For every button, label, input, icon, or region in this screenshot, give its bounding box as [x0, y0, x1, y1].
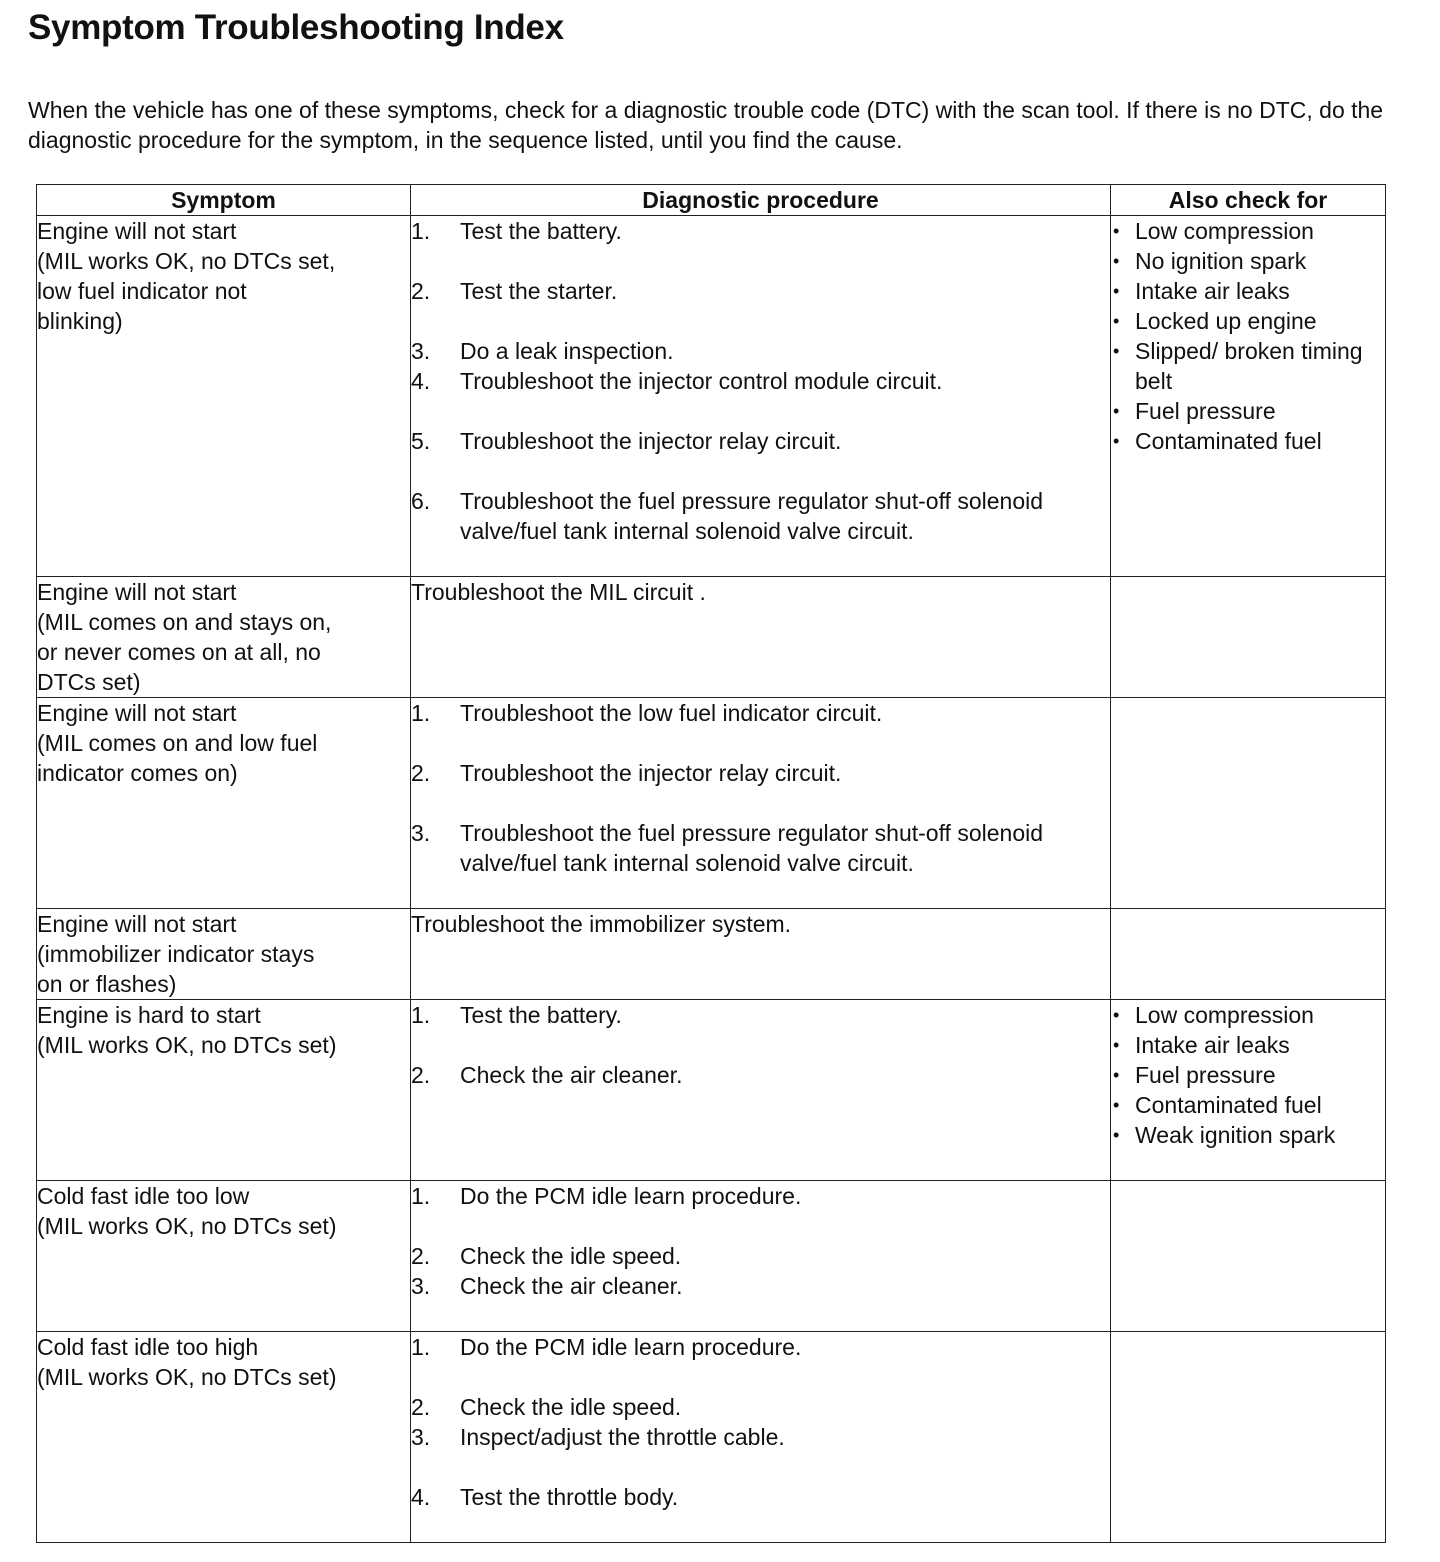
procedure-step — [411, 366, 1110, 396]
symptom-line: (MIL comes on and stays on, — [37, 609, 332, 635]
step-text: Check the idle speed. — [460, 1243, 682, 1269]
procedure-step — [411, 1271, 1110, 1301]
procedure-step — [411, 818, 1110, 878]
also-check-list — [1111, 216, 1385, 456]
procedure-step — [411, 216, 1110, 246]
procedure-step — [411, 1482, 1110, 1512]
symptom-line: Engine will not start — [37, 911, 237, 937]
procedure-cell — [411, 909, 1111, 1000]
also-check-cell — [1111, 698, 1386, 909]
step-text: Troubleshoot the injector relay circuit. — [460, 428, 842, 454]
procedure-step — [411, 486, 1110, 546]
symptom-cell — [37, 1000, 411, 1181]
symptom-line: blinking) — [37, 308, 123, 334]
also-check-cell — [1111, 577, 1386, 698]
also-check-list — [1111, 1000, 1385, 1150]
step-text: Do the PCM idle learn procedure. — [460, 1334, 802, 1360]
table-row — [37, 216, 1386, 577]
procedure-cell — [411, 1332, 1111, 1543]
also-check-cell — [1111, 1332, 1386, 1543]
step-text: Do a leak inspection. — [460, 338, 674, 364]
list-item: • No ignition spark — [1111, 246, 1385, 276]
procedure-step — [411, 336, 1110, 366]
table-row — [37, 698, 1386, 909]
step-text: Troubleshoot the injector relay circuit. — [460, 760, 842, 786]
step-number: 2. — [411, 1394, 431, 1420]
also-check-cell — [1111, 1181, 1386, 1332]
symptom-line: Cold fast idle too low — [37, 1183, 250, 1209]
step-number: 1. — [411, 218, 431, 244]
symptom-line: (immobilizer indicator stays — [37, 941, 315, 967]
header-diagnostic-procedure: Diagnostic procedure — [411, 185, 1111, 216]
table-row — [37, 909, 1386, 1000]
procedure-step — [411, 1060, 1110, 1090]
step-number: 1. — [411, 1334, 431, 1360]
symptom-line: (MIL works OK, no DTCs set) — [37, 1213, 337, 1239]
step-number: 2. — [411, 760, 431, 786]
step-number: 3. — [411, 1424, 431, 1450]
symptom-line: indicator comes on) — [37, 760, 238, 786]
step-text: Check the air cleaner. — [460, 1273, 683, 1299]
symptom-cell — [37, 698, 411, 909]
procedure-step — [411, 276, 1110, 306]
also-check-cell — [1111, 216, 1386, 577]
symptom-line: Engine is hard to start — [37, 1002, 261, 1028]
header-also-check-for: Also check for — [1111, 185, 1386, 216]
step-text: Troubleshoot the fuel pressure regulator shut-off solenoid valve/fuel tank internal solenoid valve circuit. — [460, 488, 1044, 544]
procedure-cell — [411, 698, 1111, 909]
list-item: • Contaminated fuel — [1111, 1090, 1385, 1120]
procedure-text: Troubleshoot the immobilizer system. — [411, 911, 792, 937]
table-row — [37, 1000, 1386, 1181]
list-item: • Locked up engine — [1111, 306, 1385, 336]
step-number: 3. — [411, 820, 431, 846]
symptom-cell — [37, 1181, 411, 1332]
step-text: Troubleshoot the injector control module circuit. — [460, 368, 943, 394]
symptom-line: or never comes on at all, no — [37, 639, 321, 665]
step-number: 3. — [411, 1273, 431, 1299]
step-text: Do the PCM idle learn procedure. — [460, 1183, 802, 1209]
list-item: • Weak ignition spark — [1111, 1120, 1385, 1150]
step-text: Check the air cleaner. — [460, 1062, 683, 1088]
procedure-cell — [411, 1181, 1111, 1332]
page-title: Symptom Troubleshooting Index — [28, 8, 564, 47]
step-text: Test the starter. — [460, 278, 618, 304]
procedure-step — [411, 758, 1110, 788]
step-text: Check the idle speed. — [460, 1394, 682, 1420]
header-symptom: Symptom — [37, 185, 411, 216]
symptom-line: Engine will not start — [37, 218, 237, 244]
list-item: • Contaminated fuel — [1111, 426, 1385, 456]
symptom-line: Engine will not start — [37, 579, 237, 605]
list-item: • Intake air leaks — [1111, 1030, 1385, 1060]
list-item: • Low compression — [1111, 1000, 1385, 1030]
table-row — [37, 1181, 1386, 1332]
symptom-table — [36, 184, 1386, 1543]
procedure-cell — [411, 216, 1111, 577]
step-number: 1. — [411, 1183, 431, 1209]
intro-paragraph: When the vehicle has one of these symptoms, check for a diagnostic trouble code (DTC) with the scan tool. If there is no DTC, do the diagnostic procedure for the symptom, in the sequence listed, until you find the cause. — [28, 97, 1384, 153]
procedure-step — [411, 1181, 1110, 1211]
procedure-step — [411, 698, 1110, 728]
symptom-cell — [37, 1332, 411, 1543]
procedure-cell — [411, 1000, 1111, 1181]
symptom-line: (MIL comes on and low fuel — [37, 730, 318, 756]
symptom-cell — [37, 909, 411, 1000]
step-text: Inspect/adjust the throttle cable. — [460, 1424, 785, 1450]
step-number: 3. — [411, 338, 431, 364]
table-row — [37, 1332, 1386, 1543]
step-number: 2. — [411, 1062, 431, 1088]
procedure-step — [411, 1000, 1110, 1030]
symptom-line: DTCs set) — [37, 669, 141, 695]
step-number: 2. — [411, 1243, 431, 1269]
step-number: 6. — [411, 488, 431, 514]
procedure-cell — [411, 577, 1111, 698]
step-text: Test the battery. — [460, 1002, 622, 1028]
step-number: 4. — [411, 1484, 431, 1510]
procedure-step — [411, 1422, 1110, 1452]
step-number: 1. — [411, 1002, 431, 1028]
list-item: • Fuel pressure — [1111, 1060, 1385, 1090]
list-item: • Slipped/ broken timing belt — [1111, 336, 1385, 396]
symptom-line: on or flashes) — [37, 971, 177, 997]
step-text: Test the throttle body. — [460, 1484, 679, 1510]
procedure-step — [411, 1332, 1110, 1362]
list-item: • Low compression — [1111, 216, 1385, 246]
step-number: 4. — [411, 368, 431, 394]
step-number: 2. — [411, 278, 431, 304]
procedure-step — [411, 1241, 1110, 1271]
symptom-line: low fuel indicator not — [37, 278, 247, 304]
symptom-line: (MIL works OK, no DTCs set) — [37, 1364, 337, 1390]
procedure-step — [411, 1392, 1110, 1422]
procedure-step — [411, 426, 1110, 456]
step-text: Troubleshoot the low fuel indicator circuit. — [460, 700, 883, 726]
symptom-line: Engine will not start — [37, 700, 237, 726]
symptom-cell — [37, 577, 411, 698]
list-item: • Intake air leaks — [1111, 276, 1385, 306]
step-text: Troubleshoot the fuel pressure regulator shut-off solenoid valve/fuel tank internal solenoid valve circuit. — [460, 820, 1044, 876]
symptom-line: (MIL works OK, no DTCs set, — [37, 248, 336, 274]
symptom-cell — [37, 216, 411, 577]
step-number: 1. — [411, 700, 431, 726]
step-text: Test the battery. — [460, 218, 622, 244]
table-header-row — [37, 185, 1386, 216]
also-check-cell — [1111, 1000, 1386, 1181]
also-check-cell — [1111, 909, 1386, 1000]
step-number: 5. — [411, 428, 431, 454]
list-item: • Fuel pressure — [1111, 396, 1385, 426]
symptom-line: (MIL works OK, no DTCs set) — [37, 1032, 337, 1058]
procedure-text: Troubleshoot the MIL circuit . — [411, 579, 706, 605]
table-row — [37, 577, 1386, 698]
symptom-line: Cold fast idle too high — [37, 1334, 259, 1360]
